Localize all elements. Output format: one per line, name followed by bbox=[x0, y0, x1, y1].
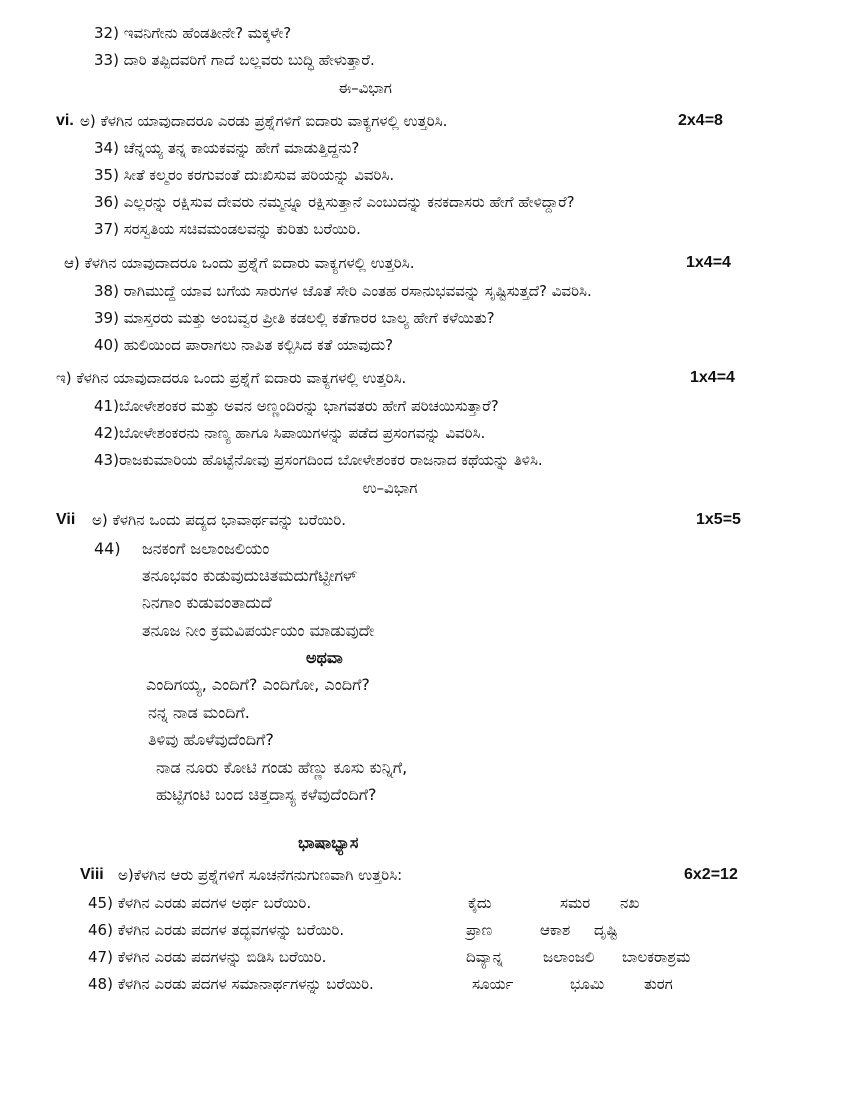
q45-word-1: ಕೈದು bbox=[468, 894, 492, 912]
question-39: 39) ಮಾಸ್ತರರು ಮತ್ತು ಅಂಬವ್ವರ ಪ್ರೀತಿ ಕಡಲಲ್ಲಿ ಕತೆಗಾರರ ಬಾಲ್ಯ ಹೇಗೆ ಕಳೆಯಿತು? bbox=[94, 309, 495, 327]
q47-word-1: ದಿವ್ಯಾನ್ನ bbox=[466, 948, 504, 966]
question-40: 40) ಹುಲಿಯಿಂದ ಪಾರಾಗಲು ನಾಪಿತ ಕಲ್ಪಿಸಿದ ಕತೆ ಯಾವುದು? bbox=[94, 336, 394, 354]
q6-sub-i-instruction: ಇ) ಕೆಳಗಿನ ಯಾವುದಾದರೂ ಒಂದು ಪ್ರಶ್ನೆಗೆ ಐದಾರು ವಾಕ್ಯಗಳಲ್ಲಿ ಉತ್ತರಿಸಿ. bbox=[56, 369, 407, 387]
poem1-line-2: ತನೂಭವಂ ಕುಡುವುದುಚಿತಮದುಗೆಟ್ಟೀಗಳ್ bbox=[142, 566, 357, 585]
poem1-line-4: ತನೂಜ ನೀಂ ಕ್ರಮವಿಪರ್ಯಯಂ ಮಾಡುವುದೇ bbox=[142, 621, 375, 640]
question-33: 33) ದಾರಿ ತಪ್ಪಿದವರಿಗೆ ಗಾದೆ ಬಲ್ಲವರು ಬುದ್ಧಿ ಹೇಳುತ್ತಾರೆ. bbox=[94, 51, 375, 69]
q7-marks: 1x5=5 bbox=[696, 511, 741, 528]
question-44-number: 44) bbox=[94, 539, 121, 558]
poem1-line-3: ನಿನಗಾಂ ಕುಡುವಂತಾದುದೆ bbox=[142, 593, 272, 612]
poem2-line-4: ನಾಡ ನೂರು ಕೋಟಿ ಗಂಡು ಹೆಣ್ಣು ಕೂಸು ಕುನ್ನಿಗೆ, bbox=[156, 758, 408, 777]
q6-sub-a-instruction: ಆ) ಕೆಳಗಿನ ಯಾವುದಾದರೂ ಒಂದು ಪ್ರಶ್ನೆಗೆ ಐದಾರು ವಾಕ್ಯಗಳಲ್ಲಿ ಉತ್ತರಿಸಿ. bbox=[64, 254, 415, 272]
question-38: 38) ರಾಗಿಮುದ್ದೆ ಯಾವ ಬಗೆಯ ಸಾರುಗಳ ಜೊತೆ ಸೇರಿ ಎಂತಹ ರಸಾನುಭವವನ್ನು ಸೃಷ್ಟಿಸುತ್ತದೆ? ವಿವರಿಸಿ. bbox=[94, 282, 592, 300]
q8-marks: 6x2=12 bbox=[684, 866, 738, 883]
q46-word-2: ಆಕಾಶ bbox=[540, 921, 571, 939]
q46-word-3: ದೃಷ್ಟಿ bbox=[594, 921, 618, 939]
q6-marks: 2x4=8 bbox=[678, 112, 723, 129]
question-35: 35) ಸೀತೆ ಕಲ್ಮರಂ ಕರಗುವಂತೆ ದುಃಖಿಸುವ ಪರಿಯನ್ನು ವಿವರಿಸಿ. bbox=[94, 166, 395, 184]
q7-instruction: ಅ) ಕೆಳಗಿನ ಒಂದು ಪದ್ಯದ ಭಾವಾರ್ಥವನ್ನು ಬರೆಯಿರಿ. bbox=[92, 511, 347, 529]
section-e-heading: ಈ–ವಿಭಾಗ bbox=[338, 79, 392, 97]
question-47: 47) ಕೆಳಗಿನ ಎರಡು ಪದಗಳನ್ನು ಬಿಡಿಸಿ ಬರೆಯಿರಿ. bbox=[88, 948, 327, 966]
q8-instruction: ಅ)ಕೆಳಗಿನ ಆರು ಪ್ರಶ್ನೆಗಳಿಗೆ ಸೂಚನೆಗನುಗುಣವಾಗಿ ಉತ್ತರಿಸಿ: bbox=[118, 866, 403, 884]
question-43: 43)ರಾಜಕುಮಾರಿಯ ಹೊಟ್ಟೆನೋವು ಪ್ರಸಂಗದಿಂದ ಬೋಳೇಶಂಕರ ರಾಜನಾದ ಕಥೆಯನ್ನು ತಿಳಿಸಿ. bbox=[94, 451, 543, 469]
q6-sub-i-marks: 1x4=4 bbox=[690, 369, 735, 386]
question-37: 37) ಸರಸ್ವತಿಯ ಸಚಿವಮಂಡಲವನ್ನು ಕುರಿತು ಬರೆಯಿರಿ. bbox=[94, 220, 361, 238]
question-36: 36) ಎಲ್ಲರನ್ನು ರಕ್ಷಿಸುವ ದೇವರು ನಮ್ಮನ್ನೂ ರಕ್ಷಿಸುತ್ತಾನೆ ಎಂಬುದನ್ನು ಕನಕದಾಸರು ಹೇಗೆ ಹೇಳಿದ್ದಾರೆ? bbox=[94, 193, 575, 211]
question-48: 48) ಕೆಳಗಿನ ಎರಡು ಪದಗಳ ಸಮಾನಾರ್ಥಗಳನ್ನು ಬರೆಯಿರಿ. bbox=[88, 975, 374, 993]
q47-word-3: ಬಾಲಕರಾಶ್ರಮ bbox=[622, 948, 691, 966]
q46-word-1: ಪ್ರಾಣ bbox=[466, 921, 493, 939]
q6-sub-a-marks: 1x4=4 bbox=[686, 254, 731, 271]
poem2-line-2: ನನ್ನ ನಾಡ ಮಂದಿಗೆ. bbox=[148, 703, 250, 722]
q8-number: Viii bbox=[80, 866, 104, 883]
poem1-line-1: ಜನಕಂಗೆ ಜಲಾಂಜಲಿಯಂ bbox=[142, 539, 270, 558]
question-46: 46) ಕೆಳಗಿನ ಎರಡು ಪದಗಳ ತದ್ಭವಗಳನ್ನು ಬರೆಯಿರಿ. bbox=[88, 921, 345, 939]
question-41: 41)ಬೋಳೇಶಂಕರ ಮತ್ತು ಅವನ ಅಣ್ಣಂದಿರನ್ನು ಭಾಗವತರು ಹೇಗೆ ಪರಿಚಯಿಸುತ್ತಾರೆ? bbox=[94, 397, 499, 415]
or-label: ಅಥವಾ bbox=[306, 648, 343, 667]
q48-word-1: ಸೂರ್ಯ bbox=[472, 975, 514, 993]
q48-word-2: ಭೂಮಿ bbox=[570, 975, 605, 993]
q47-word-2: ಜಲಾಂಜಲಿ bbox=[543, 948, 595, 966]
poem2-line-5: ಹುಟ್ಟಿಗಂಟಿ ಬಂದ ಚಿತ್ತದಾಸ್ಯ ಕಳೆವುದೆಂದಿಗೆ? bbox=[156, 785, 377, 804]
q45-word-3: ನಖ bbox=[620, 894, 640, 912]
question-45: 45) ಕೆಳಗಿನ ಎರಡು ಪದಗಳ ಅರ್ಥ ಬರೆಯಿರಿ. bbox=[88, 894, 312, 912]
poem2-line-1: ಎಂದಿಗಯ್ಯ, ಎಂದಿಗೆ? ಎಂದಿಗೋ, ಎಂದಿಗೆ? bbox=[146, 675, 370, 694]
question-42: 42)ಬೋಳೇಶಂಕರನು ನಾಣ್ಯ ಹಾಗೂ ಸಿಪಾಯಿಗಳನ್ನು ಪಡೆದ ಪ್ರಸಂಗವನ್ನು ವಿವರಿಸಿ. bbox=[94, 424, 486, 442]
q6-instruction: ಅ) ಕೆಳಗಿನ ಯಾವುದಾದರೂ ಎರಡು ಪ್ರಶ್ನೆಗಳಿಗೆ ಐದಾರು ವಾಕ್ಯಗಳಲ್ಲಿ ಉತ್ತರಿಸಿ. bbox=[80, 112, 448, 130]
q48-word-3: ತುರಗ bbox=[644, 975, 673, 993]
question-34: 34) ಚೆನ್ನಯ್ಯ ತನ್ನ ಕಾಯಕವನ್ನು ಹೇಗೆ ಮಾಡುತ್ತಿದ್ದನು? bbox=[94, 139, 360, 157]
question-32: 32) ಇವನಿಗೇನು ಹೆಂಡತೀನೇ? ಮಕ್ಕಳೇ? bbox=[94, 24, 292, 42]
q7-number: Vii bbox=[56, 511, 76, 528]
section-bhasha-heading: ಭಾಷಾಭ್ಯಾಸ bbox=[298, 833, 359, 852]
section-u-heading: ಉ–ವಿಭಾಗ bbox=[362, 479, 418, 497]
q6-number: vi. bbox=[56, 112, 74, 129]
poem2-line-3: ತಿಳಿವು ಹೊಳೆವುದೆಂದಿಗೆ? bbox=[148, 730, 274, 749]
q45-word-2: ಸಮರ bbox=[560, 894, 591, 912]
